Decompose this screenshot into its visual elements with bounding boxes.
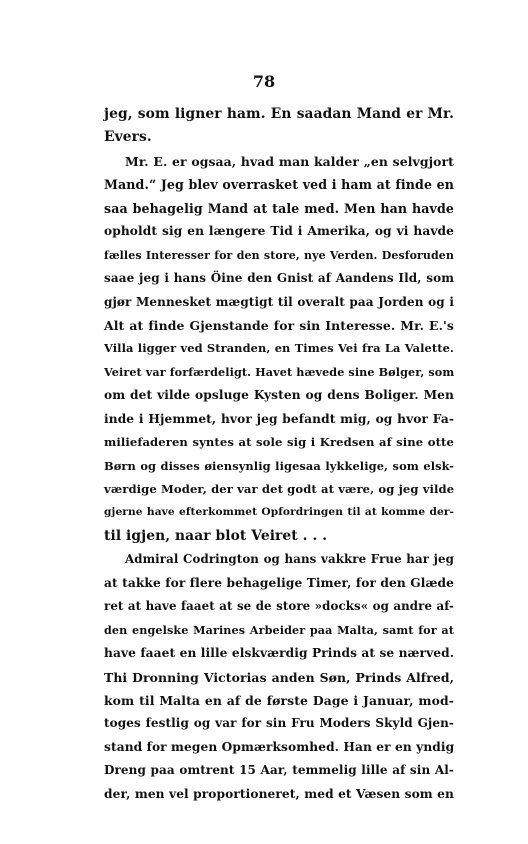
text-line: have faaet en lille elskværdig Prinds at se nærved. — [104, 646, 455, 661]
text-line: inde i Hjemmet, hvor jeg befandt mig, og hvor Fa- — [104, 411, 454, 426]
text-line: opholdt sig en længere Tid i Amerika, og vi havde — [104, 224, 454, 239]
text-line: Thi Dronning Victorias anden Søn, Prinds Alfred, — [104, 669, 454, 685]
body-text — [104, 103, 454, 806]
text-line: ret at have faaet at se de store »docks« og andre af- — [104, 599, 454, 614]
text-line: jeg, som ligner ham. En saadan Mand er Mr. — [104, 106, 454, 122]
text-line: Villa ligger ved Stranden, en Times Vei fra La Valette. — [104, 341, 454, 356]
text-line: til igjen, naar blot Veiret . . . — [104, 527, 328, 544]
text-line: stand for megen Opmærksomhed. Han er en yndig — [104, 739, 455, 754]
text-line: Alt at finde Gjenstande for sin Interesse. Mr. E.'s — [104, 317, 454, 333]
text-line: at takke for flere behagelige Timer, for den Glæde — [104, 575, 454, 590]
text-line: Dreng paa omtrent 15 Aar, temmelig lille af sin Al- — [104, 763, 454, 778]
text-line: miliefaderen syntes at sole sig i Kredsen af sine otte — [104, 435, 454, 450]
text-line: kom til Malta en af de første Dage i Januar, mod- — [104, 692, 454, 708]
page-number: 78 — [252, 72, 276, 91]
text-line: gjerne have efterkommet Opfordringen til at komme der- — [104, 506, 454, 519]
text-line: Mand.“ Jeg blev overrasket ved i ham at finde en — [104, 177, 454, 193]
text-line: Admiral Codrington og hans vakkre Frue har jeg — [125, 552, 454, 567]
text-line: toges festlig og var for sin Fru Moders Skyld Gjen- — [104, 716, 454, 731]
text-line: værdige Moder, der var det godt at være, og jeg vilde — [104, 482, 455, 496]
text-line: Børn og disses øiensynlig ligesaa lykkelige, som elsk- — [104, 458, 454, 473]
text-line: Mr. E. er ogsaa, hvad man kalder „en selvgjort — [125, 153, 454, 169]
text-line: fælles Interesser for den store, nye Verden. Desforuden — [104, 248, 454, 262]
text-line: Veiret var forfærdeligt. Havet hævede sine Bølger, som — [104, 364, 455, 379]
text-line: om det vilde opsluge Kysten og dens Boliger. Men — [104, 388, 454, 403]
text-line: saae jeg i hans Öine den Gnist af Aandens Ild, som — [104, 271, 454, 286]
text-line: saa behagelig Mand at tale med. Men han havde — [104, 200, 454, 216]
text-line: gjør Mennesket mægtigt til overalt paa Jorden og i — [104, 294, 454, 309]
text-line: den engelske Marines Arbeider paa Malta, samt for at — [104, 622, 454, 637]
text-line: Evers. — [104, 129, 152, 146]
text-line: der, men vel proportioneret, med et Væsen som en — [104, 786, 454, 801]
